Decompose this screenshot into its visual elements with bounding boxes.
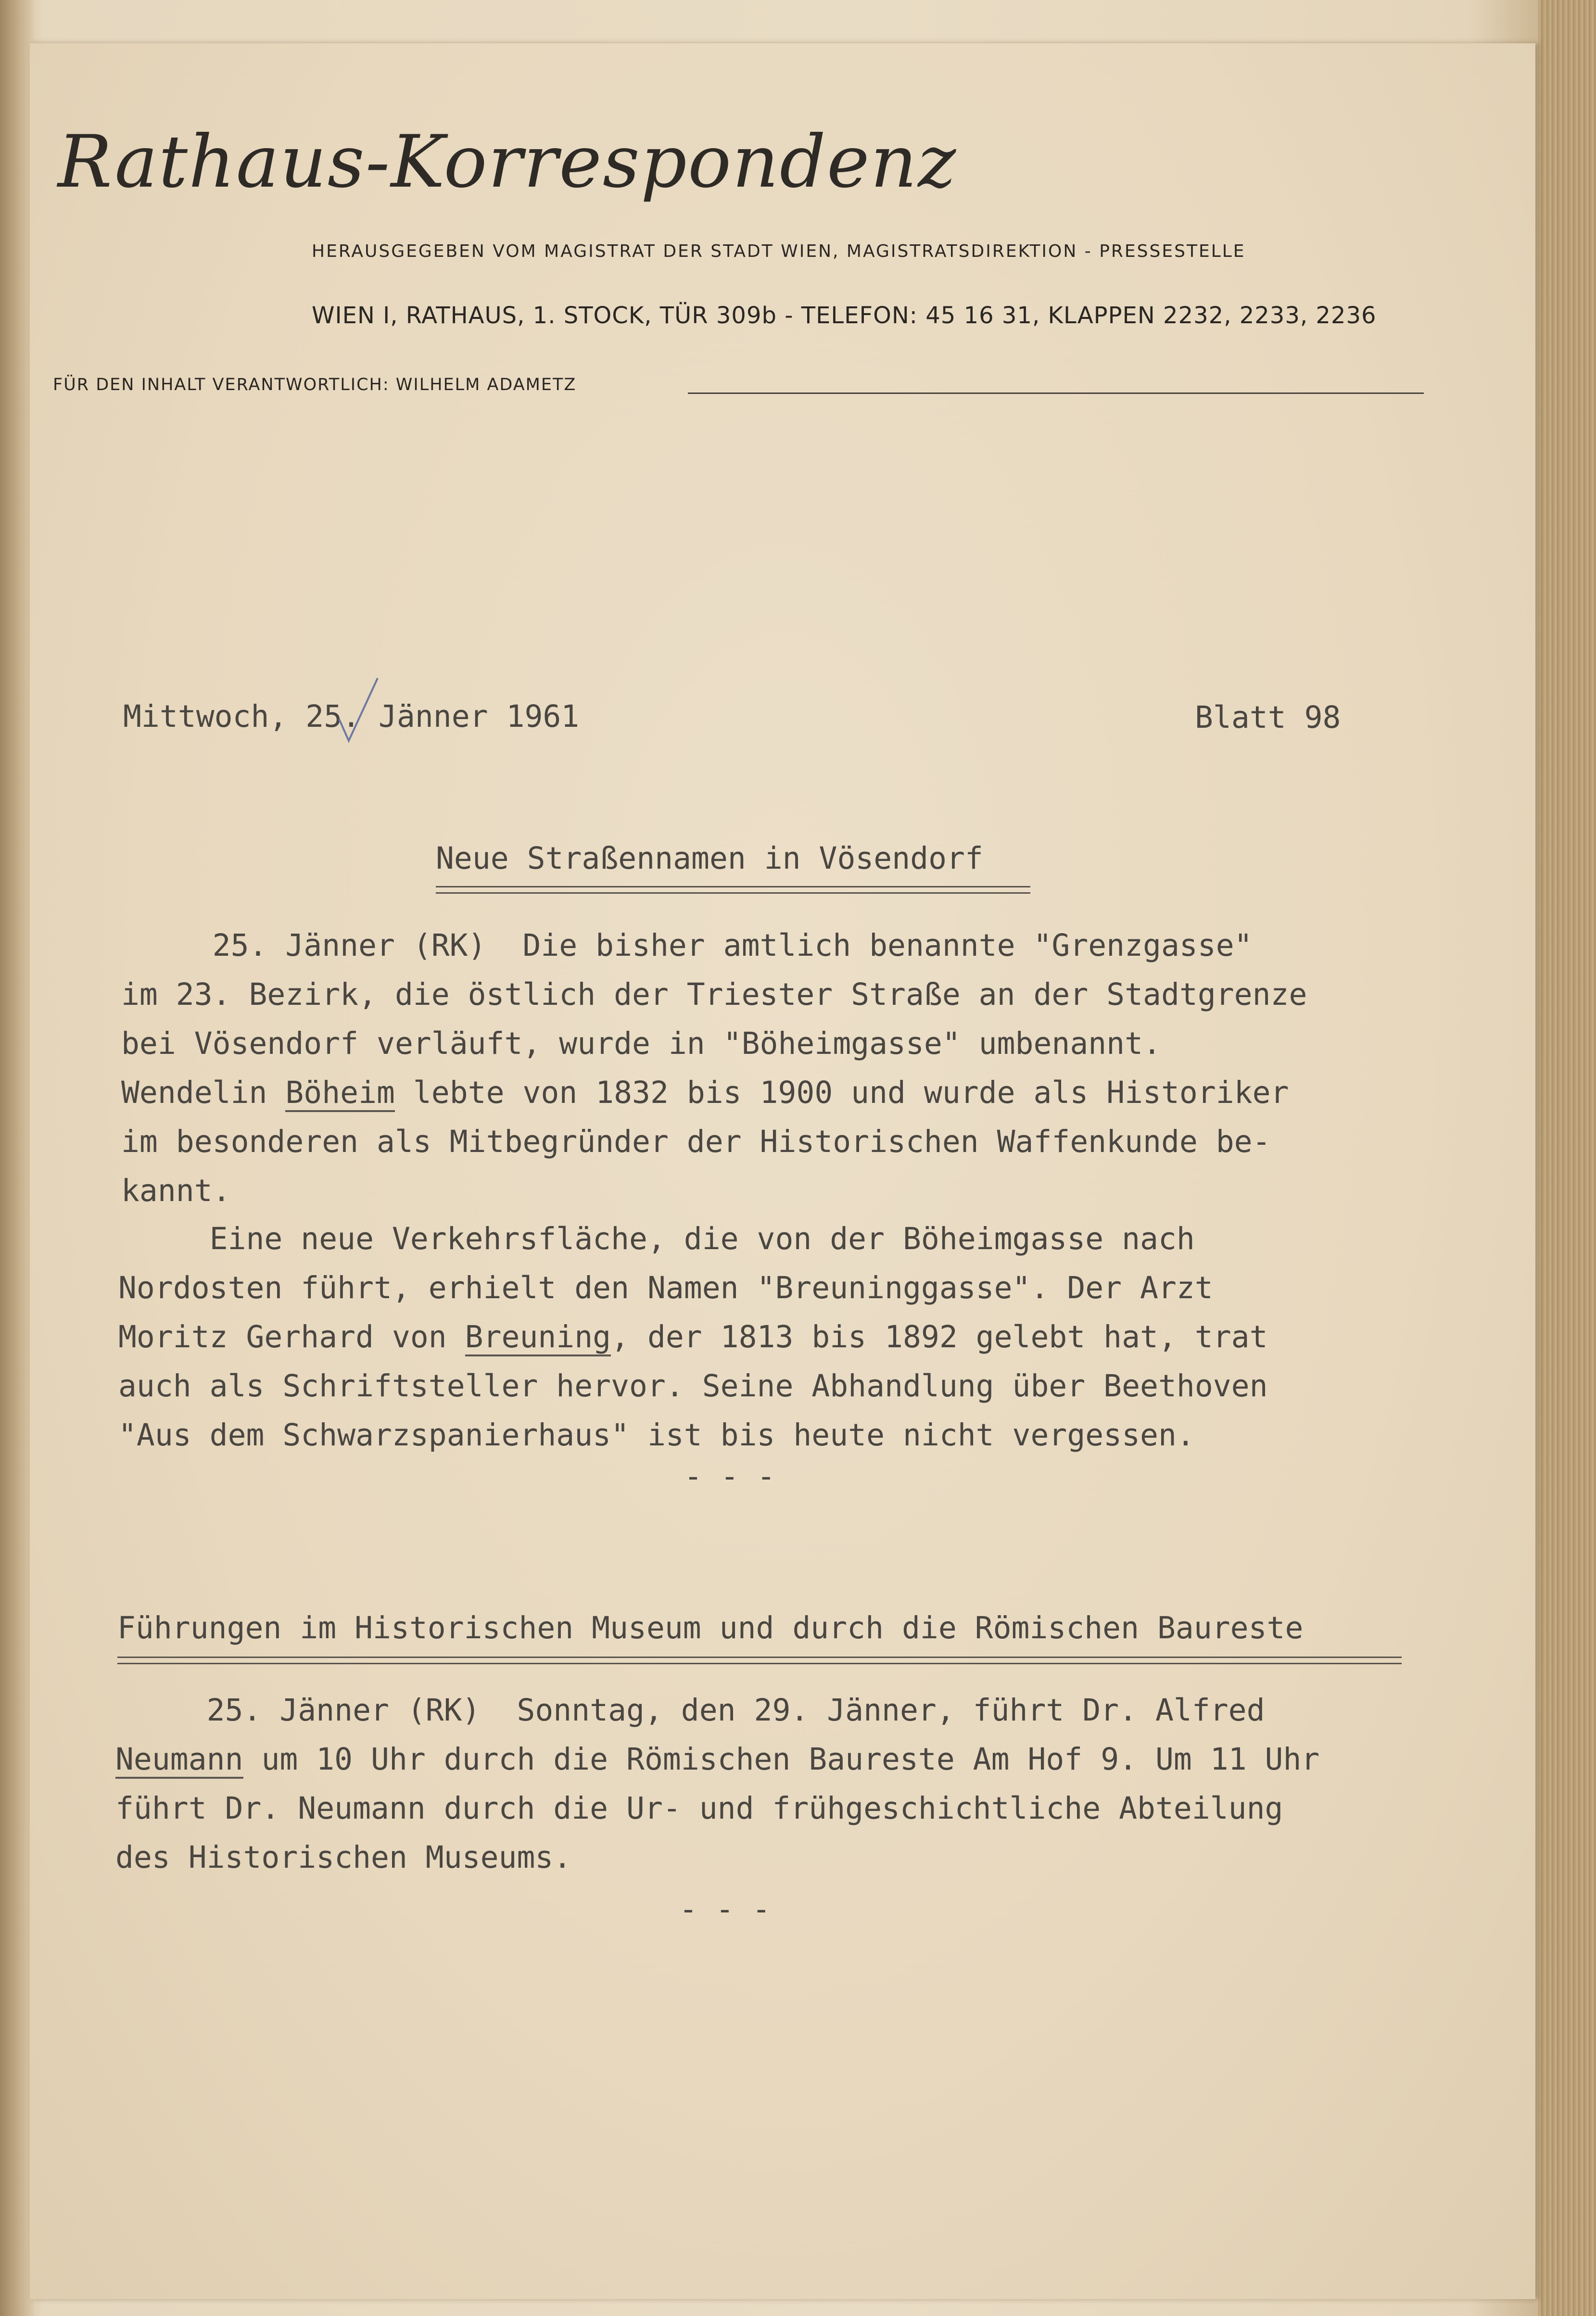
body-line: auch als Schriftsteller hervor. Seine Abhandlung über Beethoven: [118, 1368, 1268, 1404]
body-text: Moritz Gerhard von: [118, 1319, 465, 1354]
body-line: des Historischen Museums.: [115, 1840, 572, 1875]
body-line: führt Dr. Neumann durch die Ur- und frühgeschichtliche Abteilung: [115, 1791, 1283, 1826]
body-line: 25. Jänner (RK) Sonntag, den 29. Jänner, führt Dr. Alfred: [115, 1693, 1265, 1728]
sheet-number: Blatt 98: [1195, 700, 1341, 735]
article-title: Führungen im Historischen Museum und durch die Römischen Baureste: [117, 1610, 1304, 1645]
underlined-name: Neumann: [115, 1742, 243, 1779]
article-separator: - - -: [684, 1459, 775, 1494]
letterhead-publisher: HERAUSGEGEBEN VOM MAGISTRAT DER STADT WIEN, MAGISTRATSDIREKTION - PRESSESTELLE: [312, 241, 1246, 261]
checkmark-icon: [337, 673, 380, 746]
body-line: kannt.: [121, 1173, 231, 1208]
body-line: 25. Jänner (RK) Die bisher amtlich benannte "Grenzgasse": [121, 928, 1253, 963]
body-line: Nordosten führt, erhielt den Namen "Breuninggasse". Der Arzt: [118, 1270, 1213, 1305]
underlined-name: Böheim: [285, 1075, 395, 1112]
letterhead-responsible: FÜR DEN INHALT VERANTWORTLICH: WILHELM ADAMETZ: [53, 375, 577, 394]
body-text: Wendelin: [121, 1075, 286, 1110]
title-double-underline: [436, 885, 1030, 896]
title-double-underline: [117, 1656, 1402, 1666]
article-body: [115, 1686, 1319, 1882]
document-date: Mittwoch, 25. Jänner 1961: [123, 699, 580, 734]
body-line: bei Vösendorf verläuft, wurde in "Böheimgasse" umbenannt.: [121, 1026, 1161, 1061]
body-line: im 23. Bezirk, die östlich der Triester Straße an der Stadtgrenze: [121, 977, 1307, 1012]
responsible-row: [53, 375, 1424, 399]
letterhead-address: WIEN I, RATHAUS, 1. STOCK, TÜR 309b - TELEFON: 45 16 31, KLAPPEN 2232, 2233, 2236: [312, 302, 1377, 329]
article-separator: - - -: [679, 1892, 771, 1927]
header-rule: [688, 392, 1424, 394]
article-body: [121, 921, 1307, 1215]
page-stack-edge: [1538, 0, 1596, 2316]
body-text: um 10 Uhr durch die Römischen Baureste Am Hof 9. Um 11 Uhr: [243, 1742, 1320, 1777]
article-title: Neue Straßennamen in Vösendorf: [436, 841, 983, 876]
body-text: lebte von 1832 bis 1900 und wurde als Historiker: [394, 1075, 1289, 1110]
body-text: , der 1813 bis 1892 gelebt hat, trat: [611, 1319, 1268, 1354]
binding-edge: [0, 0, 34, 2316]
article-body-paragraph: [118, 1215, 1268, 1460]
body-line: Eine neue Verkehrsfläche, die von der Böheimgasse nach: [118, 1221, 1195, 1256]
body-line: "Aus dem Schwarzspanierhaus" ist bis heute nicht vergessen.: [118, 1417, 1195, 1453]
body-line: im besonderen als Mitbegründer der Historischen Waffenkunde be-: [121, 1124, 1271, 1159]
letterhead-logo: Rathaus-Korrespondenz: [58, 120, 957, 204]
underlined-name: Breuning: [465, 1319, 611, 1356]
